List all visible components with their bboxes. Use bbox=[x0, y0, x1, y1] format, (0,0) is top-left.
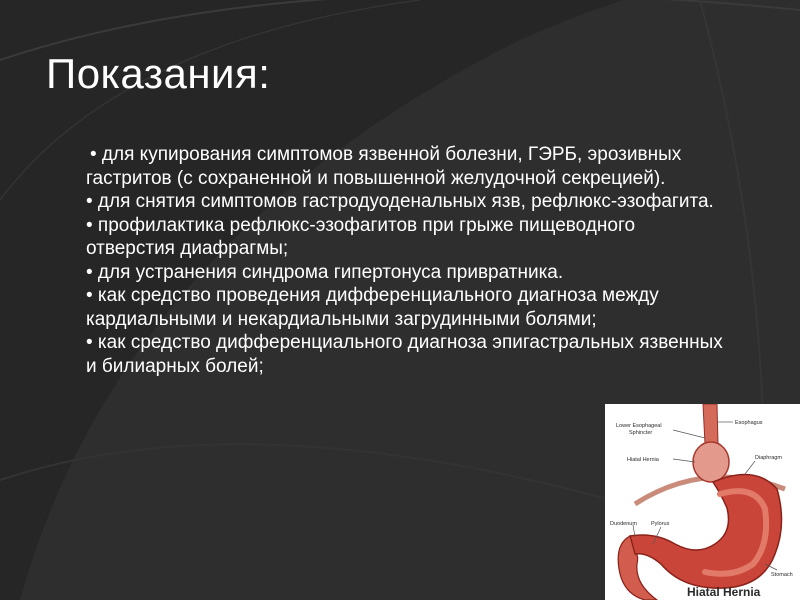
figure-caption: Hiatal Hernia bbox=[687, 585, 761, 599]
stomach-illustration bbox=[605, 404, 800, 600]
esophagus-shape bbox=[703, 404, 718, 444]
label-sphincter: Sphincter bbox=[629, 430, 653, 436]
label-pylorus: Pylorus bbox=[651, 521, 670, 527]
list-item: • как средство дифференциального диагноза эпигастральных язвенных и билиарных болей; bbox=[86, 332, 723, 377]
list-item: • профилактика рефлюкс-эзофагитов при грыже пищеводного отверстия диафрагмы; bbox=[86, 214, 636, 259]
label-stomach: Stomach bbox=[771, 572, 793, 578]
list-item: • для купирования симптомов язвенной болезни, ГЭРБ, эрозивных гастритов (с сохраненной и повышенной желудочной секрецией). bbox=[86, 144, 682, 189]
label-lower-esophageal: Lower Esophageal bbox=[616, 423, 662, 429]
label-hiatal-hernia: Hiatal Hernia bbox=[627, 457, 659, 463]
list-item: • для снятия симптомов гастродуоденальных язв, рефлюкс-эзофагита. bbox=[86, 191, 714, 212]
hiatal-hernia-figure bbox=[605, 404, 800, 600]
slide-title: Показания: bbox=[46, 50, 271, 97]
list-item: • для устранения синдрома гипертонуса привратника. bbox=[86, 261, 564, 283]
label-duodenum: Duodenum bbox=[610, 521, 637, 527]
indications-list bbox=[86, 143, 726, 378]
label-esophagus: Esophagus bbox=[735, 420, 763, 426]
list-item: • как средство проведения дифференциального диагноза между кардиальными и некардиальными загрудинными болями; bbox=[86, 285, 659, 330]
label-diaphragm: Diaphragm bbox=[755, 455, 782, 461]
hernia-pouch-shape bbox=[693, 442, 729, 482]
